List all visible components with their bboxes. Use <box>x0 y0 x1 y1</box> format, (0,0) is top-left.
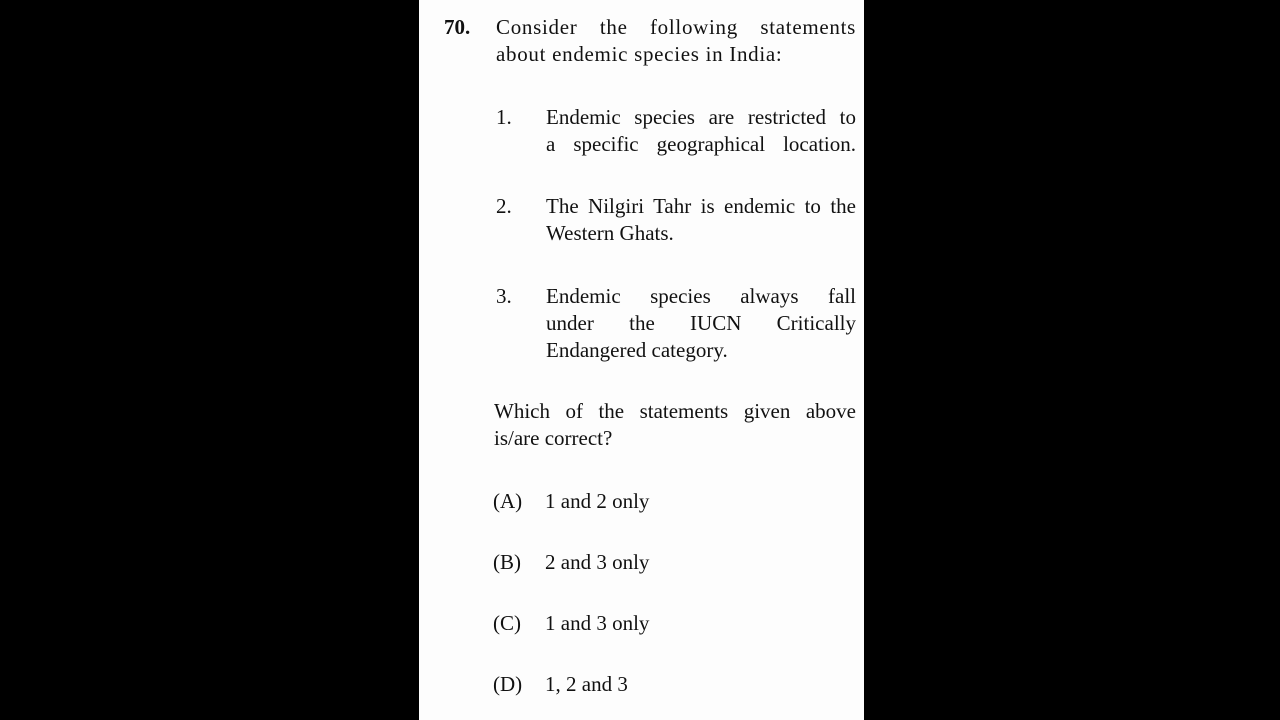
answer-prompt-line-2: is/are correct? <box>494 426 613 450</box>
answer-prompt-line-1: Which of the statements given above <box>494 399 856 423</box>
answer-prompt <box>494 398 856 452</box>
question-paper <box>419 0 864 720</box>
statement-number: 3. <box>496 284 512 308</box>
option-label: (B) <box>493 550 521 574</box>
statement-number: 1. <box>496 105 512 129</box>
statement-line: Endangered category. <box>546 338 728 362</box>
option-text: 1 and 2 only <box>545 489 650 513</box>
statement-text <box>546 283 856 364</box>
statement-line: Endemic species are restricted to <box>546 105 856 129</box>
statement-number: 2. <box>496 194 512 218</box>
question-number: 70. <box>444 15 471 39</box>
statement-text <box>546 104 856 158</box>
statement-text <box>546 193 856 247</box>
option-label: (A) <box>493 489 523 513</box>
question-text-line-2: about endemic species in India: <box>496 42 783 66</box>
option-label: (D) <box>493 672 523 696</box>
statement-line: The Nilgiri Tahr is endemic to the <box>546 194 856 218</box>
option-text: 2 and 3 only <box>545 550 650 574</box>
statement-line: Western Ghats. <box>546 221 674 245</box>
statement-line: under the IUCN Critically <box>546 311 856 335</box>
option-text: 1, 2 and 3 <box>545 672 628 696</box>
question-text-line-1: Consider the following statements <box>496 15 856 39</box>
option-text: 1 and 3 only <box>545 611 650 635</box>
question-text <box>496 14 856 68</box>
option-label: (C) <box>493 611 521 635</box>
statement-line: Endemic species always fall <box>546 284 856 308</box>
statement-line: a specific geographical location. <box>546 132 856 156</box>
